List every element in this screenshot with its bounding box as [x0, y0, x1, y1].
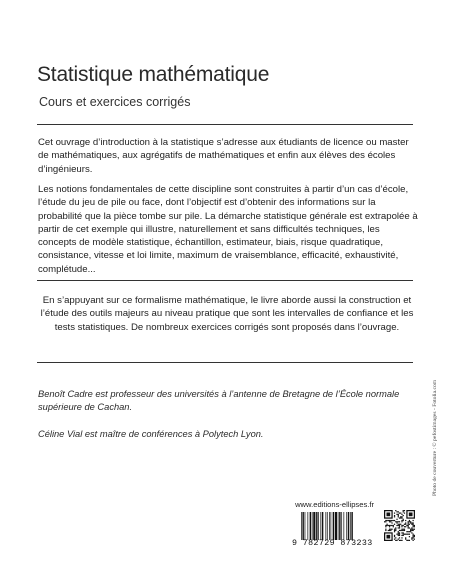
summary-paragraph-2: Les notions fondamentales de cette discipline sont construites à partir d’un cas d’école, l’étude du jeu de pile ou face, dont l’objectif est d’obtenir des informations sur la probabilité que la pièce tombe sur pile. La démarche statistique générale est extrapolée à partir de cet exemple qui illustre, naturellement et sans difficultés techniques, les concepts de modèle statistique, échantillon, estimateur, biais, risque quadratique, consistance, vitesse et loi limite, maximum de vraisemblance, efficacité, exhaustivité, complétude...: [38, 184, 418, 275]
author-bio-cadre: Benoît Cadre est professeur des universités à l’antenne de Bretagne de l’École normale supérieure de Cachan.: [38, 389, 400, 413]
middle-divider: [37, 280, 413, 281]
bottom-divider: [37, 362, 413, 363]
top-divider: [37, 124, 413, 125]
isbn-barcode: [300, 512, 376, 540]
summary-paragraph-3: En s’appuyant sur ce formalisme mathématique, le livre aborde aussi la construction et l’étude des outils majeurs au niveau pratique que sont les intervalles de confiance et les tests statistiques. De nombreux exercices corrigés sont proposés dans l’ouvrage.: [40, 295, 414, 333]
author-bio-vial: Céline Vial est maître de conférences à Polytech Lyon.: [38, 429, 264, 439]
book-title: Statistique mathématique: [37, 63, 270, 86]
summary-paragraph-1: Cet ouvrage d’introduction à la statistique s’adresse aux étudiants de licence ou master de mathématiques, aux agrégatifs de mathématiques et enfin aux élèves des écoles d’ingénieurs.: [38, 137, 409, 175]
isbn-number: 9 782729 873233: [292, 539, 373, 548]
cover-photo-credit: Photo de couverture : © pefostimages - Fotolia.com: [432, 379, 438, 496]
publisher-website: www.editions-ellipses.fr: [295, 500, 374, 509]
book-subtitle: Cours et exercices corrigés: [39, 95, 191, 109]
qr-code: [384, 510, 415, 541]
